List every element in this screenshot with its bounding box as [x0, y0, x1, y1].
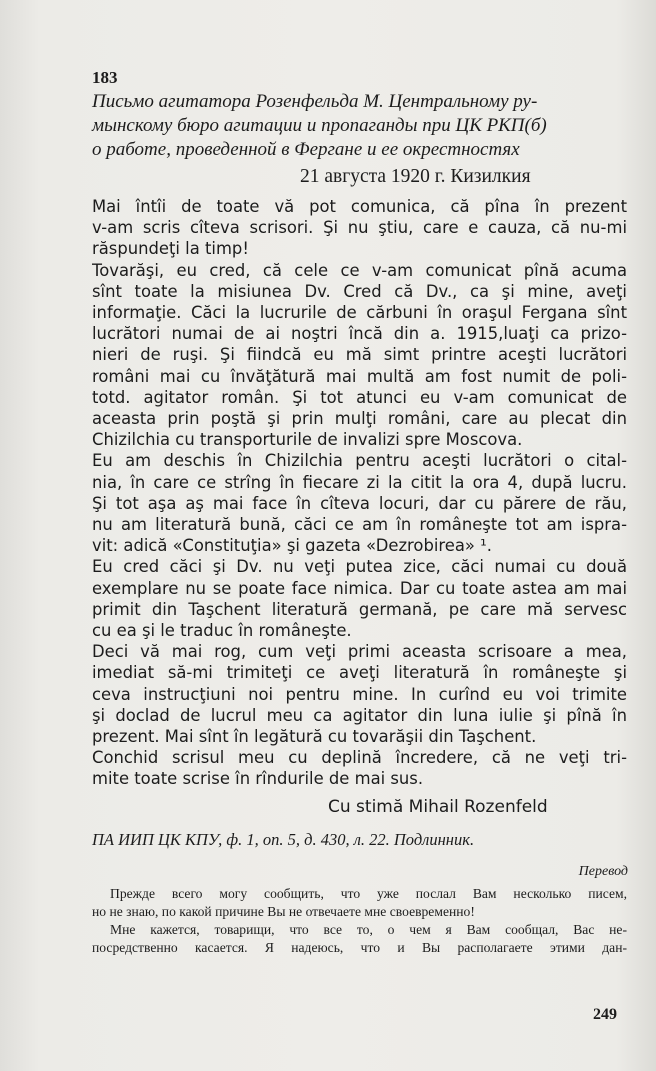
text-line: Mai întîi de toate vă pot comunica, că pîna în prezent: [92, 197, 627, 216]
text-line: cu ea şi le traduc în româneşte.: [92, 621, 352, 641]
text-line: lucrători numai de ai noştri încă din a. 1915,luaţi ca prizo-: [92, 324, 627, 344]
text-line: Şi tot aşa aş mai face în cîteva locuri, dar cu părere de rău,: [92, 493, 627, 513]
text-line: nia, în care ce strîng în fiecare zi la citit la ora 4, după lucru.: [92, 472, 627, 492]
page-number-top: 183: [92, 68, 118, 87]
text-line: v-am scris cîteva scrisori. Şi nu ştiu, care e cauza, că nu-mi: [92, 218, 627, 238]
text-line: nu am literatură bună, căci ce am în româneşte tot am ispra-: [92, 515, 627, 535]
letter-body: [92, 196, 627, 790]
document-heading: [92, 90, 627, 162]
text-line: aceasta prin poştă şi prin mulţi români, care au plecat din: [92, 409, 627, 429]
text-line: imediat să-mi trimiteţi ce aveţi literatură în româneşte şi: [92, 663, 627, 683]
text-line: mite toate scrise în rîndurile de mai sus.: [92, 769, 424, 789]
text-line: români mai cu învăţătură mai multă am fost numit de poli-: [92, 366, 627, 386]
text-line: Прежде всего могу сообщить, что уже послал Вам несколько писем,: [110, 886, 627, 901]
text-line: sînt toate la misiunea Dv. Cred că Dv., ca şi mine, aveţi: [92, 281, 627, 301]
page-number-bottom: 249: [593, 1006, 617, 1023]
heading-line: о работе, проведенной в Фергане и ее окрестностях: [92, 139, 520, 160]
text-line: şi doclad de lucrul meu ca agitator din luna iulie şi pînă în: [92, 705, 627, 725]
text-line: exemplare nu se poate face nimica. Dar cu toate astea am mai: [92, 578, 627, 598]
text-line: Tovarăşi, eu cred, că cele ce v-am comunicat pînă acuma: [92, 260, 627, 280]
text-line: totd. agitator român. Şi tot atunci eu v-am comunicat de: [92, 387, 627, 407]
text-line: vit: adică «Constituţia» şi gazeta «Dezrobirea» ¹.: [92, 536, 492, 556]
text-line: но не знаю, по какой причине Вы не отвечаете мне своевременно!: [92, 904, 475, 919]
text-line: primit din Taşchent literatură germană, pe care mă servesc: [92, 599, 627, 619]
text-line: Eu cred căci şi Dv. nu veţi putea zice, căci numai cu două: [92, 557, 627, 577]
dateline: 21 августа 1920 г. Кизилкия: [300, 166, 531, 187]
text-line: ceva instrucţiuni noi pentru mine. In curînd eu voi trimite: [92, 684, 627, 704]
translation-text: [92, 885, 627, 957]
text-line: посредственно касается. Я надеюсь, что и Вы располагаете этими дан-: [92, 940, 627, 955]
translation-label: Перевод: [578, 864, 628, 879]
text-line: prezent. Mai sînt în legătură cu tovarăşii din Taşchent.: [92, 727, 537, 747]
archive-source-note: ПА ИИП ЦК КПУ, ф. 1, оп. 5, д. 430, л. 22. Подлинник.: [92, 830, 475, 849]
heading-line: мынскому бюро агитации и пропаганды при ЦК РКП(б): [92, 115, 547, 136]
text-line: nieri de ruşi. Şi fiindcă eu mă simt printre aceşti lucrători: [92, 345, 627, 365]
text-line: răspundeţi la timp!: [92, 239, 249, 259]
text-line: Мне кажется, товарищи, что все то, о чем я Вам сообщал, Вас не-: [110, 922, 627, 937]
text-line: Chizilchia cu transporturile de invalizi spre Moscova.: [92, 430, 523, 450]
heading-line: Письмо агитатора Розенфельда М. Центральному ру-: [92, 91, 538, 112]
text-line: Eu am deschis în Chizilchia pentru aceşti lucrători o cital-: [92, 451, 627, 471]
text-line: informaţie. Căci la lucrurile de cărbuni în oraşul Fergana sînt: [92, 303, 627, 323]
text-line: Deci vă mai rog, cum veţi primi aceasta scrisoare a mea,: [92, 642, 627, 662]
text-line: Conchid scrisul meu cu deplină încredere, că ne veţi tri-: [92, 748, 627, 768]
signature: Cu stimă Mihail Rozenfeld: [328, 797, 548, 817]
